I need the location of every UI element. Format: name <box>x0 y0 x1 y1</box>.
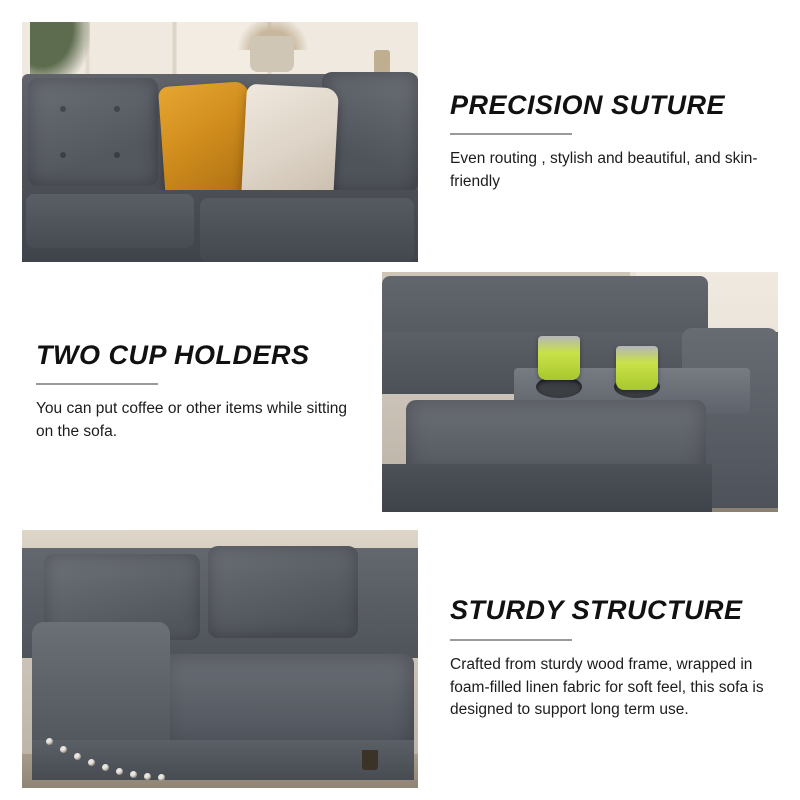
sofa-leg <box>362 750 378 770</box>
back-cushion-left <box>28 78 158 186</box>
feature-image-precision-suture <box>22 22 418 262</box>
cream-throw-pillow <box>241 84 339 205</box>
feature-image-sturdy-structure <box>22 530 418 788</box>
feature-description: You can put coffee or other items while sitting on the sofa. <box>36 400 348 440</box>
tuft-button <box>114 152 120 158</box>
seat-cushion-left <box>26 194 194 248</box>
nailhead-stud <box>102 764 109 771</box>
feature-description: Even routing , stylish and beautiful, and skin-friendly <box>450 150 758 190</box>
feature-title: TWO CUP HOLDERS <box>36 339 310 370</box>
nailhead-stud <box>46 738 53 745</box>
nailhead-stud <box>74 753 81 760</box>
feature-image-two-cup-holders <box>382 272 778 512</box>
nailhead-stud <box>130 771 137 778</box>
green-drink-cup <box>538 336 580 380</box>
feature-title: STURDY STRUCTURE <box>450 595 743 626</box>
feature-text-sturdy-structure <box>418 530 800 788</box>
green-drink-cup <box>616 346 658 390</box>
seat-cushion <box>162 654 414 752</box>
feature-text-precision-suture <box>418 22 800 262</box>
feature-block-precision-suture <box>0 22 800 262</box>
feature-title: PRECISION SUTURE <box>450 89 726 120</box>
back-cushion-right <box>208 546 358 638</box>
seat-cushion-right <box>200 198 414 262</box>
feature-description: Crafted from sturdy wood frame, wrapped in foam-filled linen fabric for soft feel, this sofa is designed to support long term use. <box>450 656 764 719</box>
title-divider <box>36 383 158 385</box>
chaise-base <box>382 464 712 512</box>
nailhead-stud <box>116 768 123 775</box>
plant-pot <box>250 36 294 72</box>
nailhead-stud <box>158 774 165 781</box>
title-divider <box>450 639 572 641</box>
nailhead-stud <box>144 773 151 780</box>
tuft-button <box>60 106 66 112</box>
feature-text-two-cup-holders <box>0 272 382 512</box>
nailhead-stud <box>88 759 95 766</box>
feature-block-sturdy-structure <box>0 530 800 788</box>
title-divider <box>450 133 572 135</box>
feature-block-two-cup-holders <box>0 272 800 512</box>
nailhead-stud <box>60 746 67 753</box>
tuft-button <box>114 106 120 112</box>
tuft-button <box>60 152 66 158</box>
